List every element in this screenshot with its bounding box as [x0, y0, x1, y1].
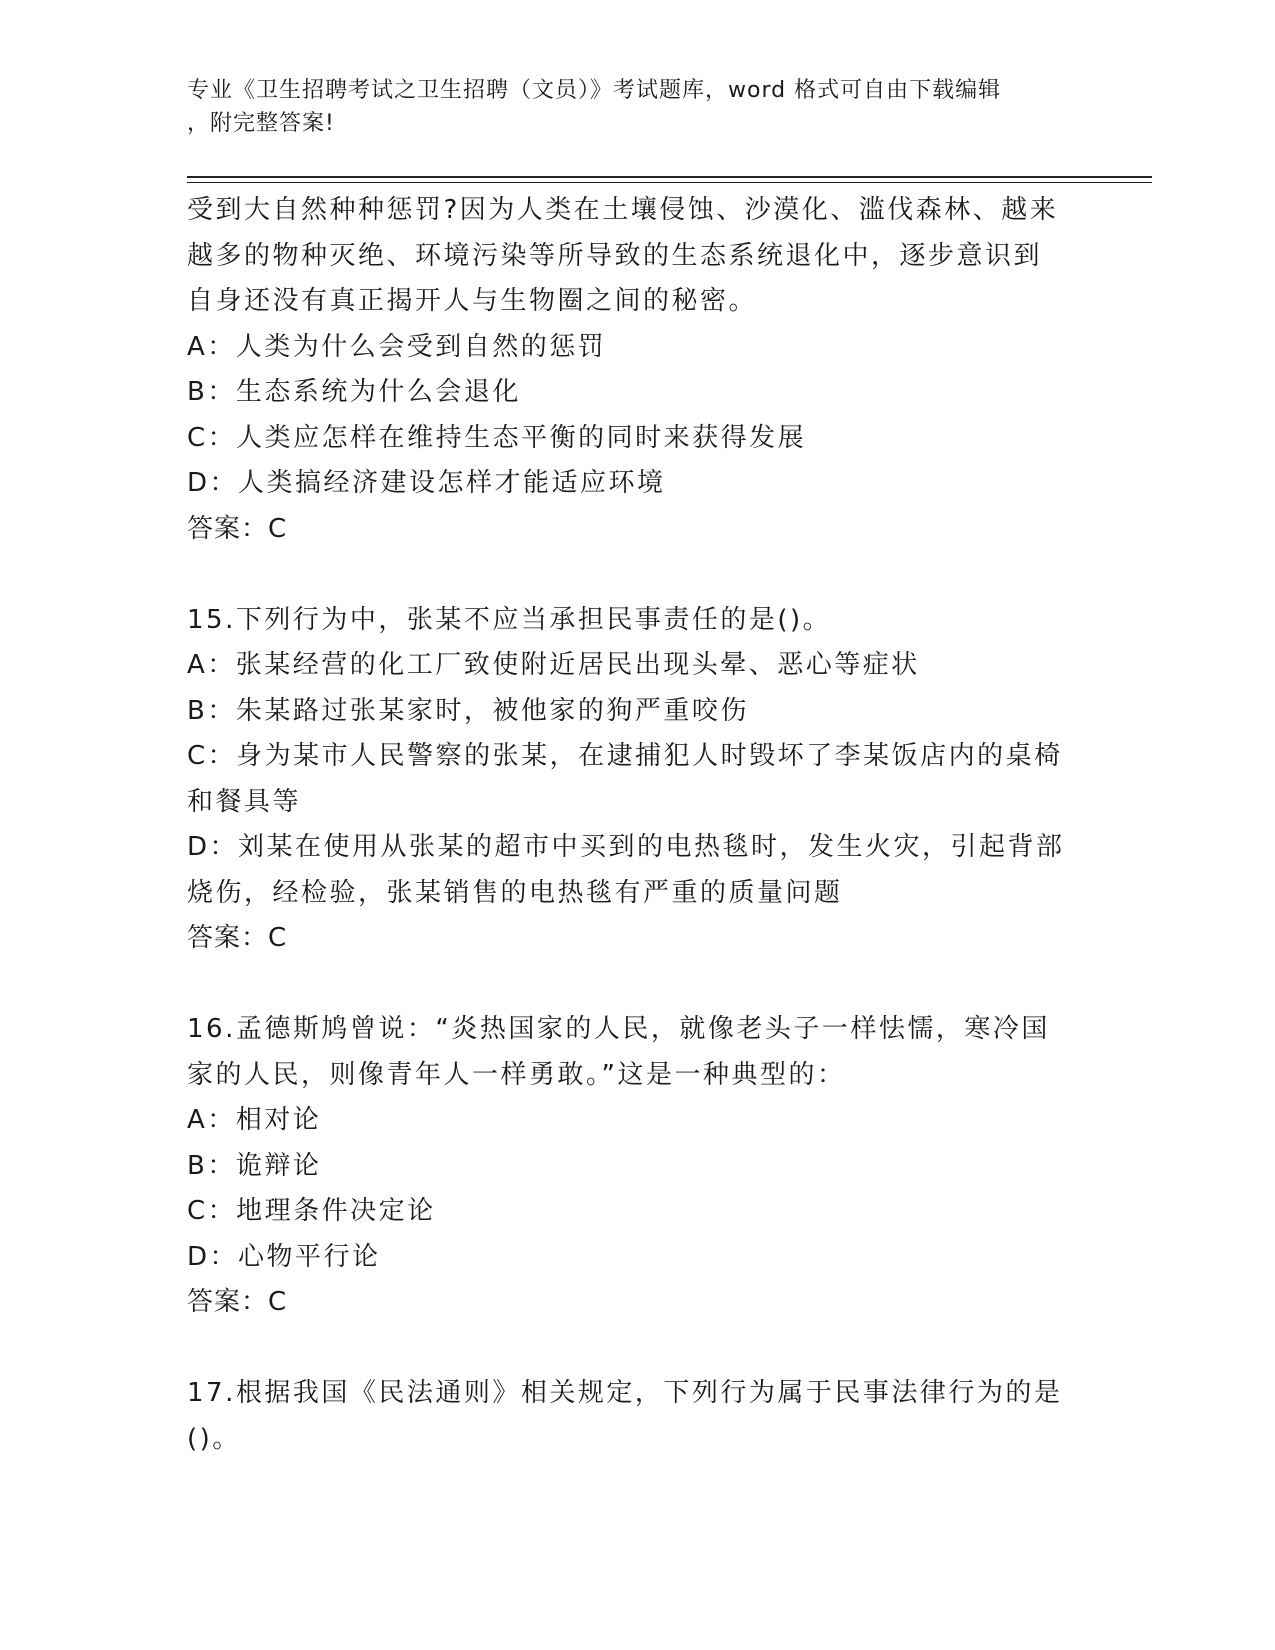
spacer — [187, 1326, 1077, 1372]
header-divider-thin — [187, 182, 1152, 183]
header-divider-thick — [187, 176, 1152, 178]
question-17 — [187, 1371, 1077, 1462]
question-content — [187, 188, 1077, 1462]
spacer — [187, 552, 1077, 598]
option-c: C：地理条件决定论 — [187, 1196, 436, 1226]
option-b: B：朱某路过张某家时，被他家的狗严重咬伤 — [187, 695, 749, 726]
option-d: D：人类搞经济建设怎样才能适应环境 — [187, 468, 666, 498]
option-c: C：身为某市人民警察的张某，在逮捕犯人时毁坏了李某饭店内的桌椅 — [187, 741, 1063, 771]
spacer — [187, 962, 1077, 1008]
answer-line: 答案：C — [187, 923, 288, 953]
question-15 — [187, 598, 1077, 962]
question-stem-line: 受到大自然种种惩罚?因为人类在土壤侵蚀、沙漠化、滥伐森林、越来 — [187, 195, 1059, 225]
option-a: A：相对论 — [187, 1105, 322, 1135]
document-header — [187, 74, 1077, 140]
option-a: A：张某经营的化工厂致使附近居民出现头晕、恶心等症状 — [187, 650, 920, 680]
question-stem-line: 自身还没有真正揭开人与生物圈之间的秘密。 — [187, 286, 758, 316]
option-d: D：心物平行论 — [187, 1241, 381, 1272]
header-line-2: ，附完整答案! — [187, 111, 335, 136]
answer-line: 答案：C — [187, 513, 288, 544]
header-line-1: 专业《卫生招聘考试之卫生招聘（文员）》考试题库，word 格式可自由下载编辑 — [187, 78, 1002, 103]
option-c: C：人类应怎样在维持生态平衡的同时来获得发展 — [187, 422, 807, 453]
answer-line: 答案：C — [187, 1287, 288, 1317]
question-14 — [187, 188, 1077, 552]
option-d: D：刘某在使用从张某的超市中买到的电热毯时，发生火灾，引起背部 — [187, 832, 1065, 862]
question-stem-line: ()。 — [187, 1423, 241, 1454]
option-b: B：生态系统为什么会退化 — [187, 377, 521, 407]
question-stem-line: 17.根据我国《民法通则》相关规定，下列行为属于民事法律行为的是 — [187, 1378, 1063, 1408]
option-b: B：诡辩论 — [187, 1150, 322, 1181]
option-d-continued: 烧伤，经检验，张某销售的电热毯有严重的质量问题 — [187, 877, 843, 908]
question-stem-line: 15.下列行为中，张某不应当承担民事责任的是()。 — [187, 604, 832, 635]
option-c-continued: 和餐具等 — [187, 786, 302, 817]
question-stem-line: 越多的物种灭绝、环境污染等所导致的生态系统退化中，逐步意识到 — [187, 240, 1043, 271]
option-a: A：人类为什么会受到自然的惩罚 — [187, 331, 607, 362]
question-stem-line: 16.孟德斯鸠曾说：“炎热国家的人民，就像老头子一样怯懦，寒冷国 — [187, 1014, 1050, 1044]
question-stem-line: 家的人民，则像青年人一样勇敢。”这是一种典型的： — [187, 1059, 846, 1090]
question-16 — [187, 1007, 1077, 1326]
